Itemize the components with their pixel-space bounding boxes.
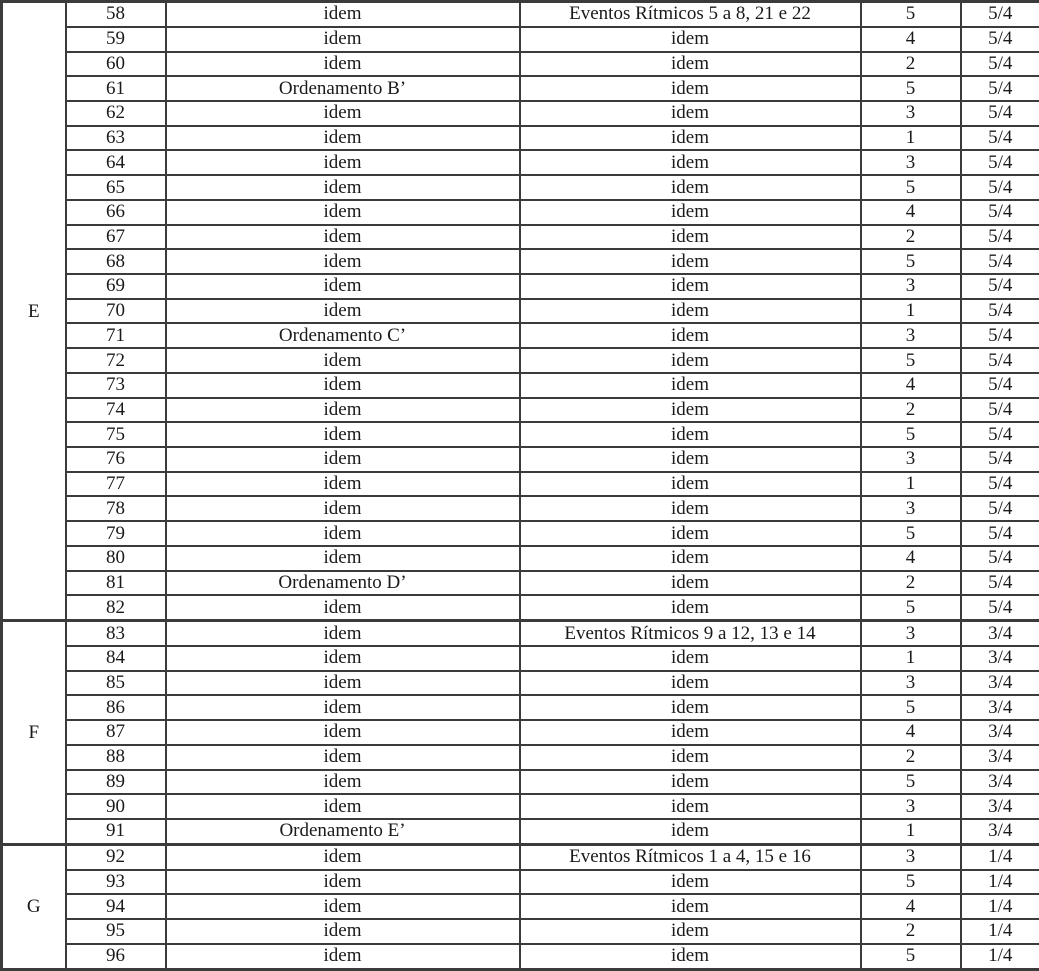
measure-number-cell: 92 [66,844,166,869]
value-cell: 2 [861,225,961,250]
meter-cell: 1/4 [961,894,1039,919]
ordering-cell: idem [166,472,520,497]
meter-cell: 5/4 [961,373,1039,398]
table-row [2,870,1039,895]
events-cell: idem [520,447,861,472]
meter-cell: 5/4 [961,274,1039,299]
ordering-cell: idem [166,894,520,919]
ordering-cell: idem [166,126,520,151]
meter-cell: 5/4 [961,150,1039,175]
analysis-table-body [2,2,1039,970]
measure-number-cell: 95 [66,919,166,944]
events-cell: idem [520,150,861,175]
events-cell: idem [520,919,861,944]
meter-cell: 5/4 [961,52,1039,77]
table-row [2,299,1039,324]
meter-cell: 5/4 [961,521,1039,546]
table-row [2,76,1039,101]
meter-cell: 5/4 [961,496,1039,521]
meter-cell: 5/4 [961,200,1039,225]
value-cell: 5 [861,2,961,27]
ordering-cell: idem [166,398,520,423]
value-cell: 5 [861,595,961,620]
value-cell: 4 [861,894,961,919]
measure-number-cell: 74 [66,398,166,423]
ordering-cell: idem [166,695,520,720]
meter-cell: 5/4 [961,422,1039,447]
meter-cell: 3/4 [961,794,1039,819]
ordering-cell: idem [166,150,520,175]
value-cell: 5 [861,870,961,895]
events-cell: idem [520,671,861,696]
ordering-cell: idem [166,646,520,671]
table-row [2,571,1039,596]
events-cell: idem [520,52,861,77]
table-row [2,348,1039,373]
table-row [2,695,1039,720]
ordering-cell: idem [166,496,520,521]
events-cell: idem [520,126,861,151]
events-cell: idem [520,76,861,101]
events-cell: idem [520,894,861,919]
ordering-cell: idem [166,521,520,546]
ordering-cell: Ordenamento C’ [166,323,520,348]
table-row [2,373,1039,398]
measure-number-cell: 77 [66,472,166,497]
ordering-cell: idem [166,794,520,819]
events-cell: idem [520,175,861,200]
section-label-cell: E [2,2,66,621]
value-cell: 5 [861,695,961,720]
table-row [2,944,1039,970]
ordering-cell: idem [166,373,520,398]
table-row [2,200,1039,225]
ordering-cell: idem [166,671,520,696]
events-cell: idem [520,274,861,299]
measure-number-cell: 81 [66,571,166,596]
value-cell: 1 [861,819,961,844]
table-row [2,894,1039,919]
value-cell: 2 [861,745,961,770]
meter-cell: 5/4 [961,2,1039,27]
ordering-cell: idem [166,175,520,200]
events-cell: idem [520,299,861,324]
meter-cell: 5/4 [961,546,1039,571]
table-row [2,422,1039,447]
value-cell: 3 [861,496,961,521]
events-cell: idem [520,646,861,671]
meter-cell: 5/4 [961,595,1039,620]
value-cell: 2 [861,52,961,77]
measure-number-cell: 59 [66,27,166,52]
table-row [2,671,1039,696]
measure-number-cell: 79 [66,521,166,546]
value-cell: 5 [861,348,961,373]
meter-cell: 3/4 [961,819,1039,844]
measure-number-cell: 73 [66,373,166,398]
events-cell: idem [520,521,861,546]
ordering-cell: idem [166,422,520,447]
value-cell: 3 [861,150,961,175]
events-cell: Eventos Rítmicos 5 a 8, 21 e 22 [520,2,861,27]
ordering-cell: idem [166,870,520,895]
meter-cell: 3/4 [961,646,1039,671]
measure-number-cell: 86 [66,695,166,720]
ordering-cell: idem [166,944,520,970]
table-row [2,472,1039,497]
events-cell: idem [520,101,861,126]
measure-number-cell: 96 [66,944,166,970]
value-cell: 2 [861,919,961,944]
meter-cell: 3/4 [961,695,1039,720]
events-cell: idem [520,794,861,819]
table-row [2,175,1039,200]
value-cell: 3 [861,323,961,348]
value-cell: 4 [861,546,961,571]
measure-number-cell: 66 [66,200,166,225]
table-row [2,770,1039,795]
measure-number-cell: 68 [66,249,166,274]
events-cell: idem [520,819,861,844]
events-cell: Eventos Rítmicos 1 a 4, 15 e 16 [520,844,861,869]
events-cell: idem [520,225,861,250]
value-cell: 1 [861,646,961,671]
ordering-cell: idem [166,249,520,274]
value-cell: 1 [861,126,961,151]
measure-number-cell: 63 [66,126,166,151]
measure-number-cell: 90 [66,794,166,819]
meter-cell: 5/4 [961,225,1039,250]
table-row [2,720,1039,745]
value-cell: 3 [861,274,961,299]
value-cell: 5 [861,76,961,101]
table-row [2,398,1039,423]
measure-number-cell: 70 [66,299,166,324]
measure-number-cell: 84 [66,646,166,671]
events-cell: idem [520,249,861,274]
section-label-cell: G [2,844,66,969]
meter-cell: 3/4 [961,770,1039,795]
table-row [2,646,1039,671]
events-cell: idem [520,770,861,795]
ordering-cell: idem [166,299,520,324]
ordering-cell: idem [166,274,520,299]
ordering-cell: idem [166,919,520,944]
table-row [2,126,1039,151]
events-cell: idem [520,422,861,447]
ordering-cell: idem [166,2,520,27]
meter-cell: 5/4 [961,249,1039,274]
ordering-cell: idem [166,52,520,77]
events-cell: idem [520,496,861,521]
measure-number-cell: 64 [66,150,166,175]
value-cell: 3 [861,101,961,126]
ordering-cell: idem [166,447,520,472]
meter-cell: 5/4 [961,447,1039,472]
ordering-cell: idem [166,225,520,250]
value-cell: 3 [861,671,961,696]
table-row [2,595,1039,620]
table-row [2,794,1039,819]
measure-number-cell: 76 [66,447,166,472]
events-cell: idem [520,571,861,596]
measure-number-cell: 75 [66,422,166,447]
events-cell: idem [520,373,861,398]
ordering-cell: idem [166,720,520,745]
value-cell: 4 [861,373,961,398]
ordering-cell: Ordenamento D’ [166,571,520,596]
value-cell: 4 [861,720,961,745]
table-row [2,274,1039,299]
value-cell: 3 [861,621,961,646]
value-cell: 4 [861,27,961,52]
value-cell: 1 [861,299,961,324]
measure-number-cell: 65 [66,175,166,200]
meter-cell: 3/4 [961,720,1039,745]
meter-cell: 5/4 [961,299,1039,324]
ordering-cell: Ordenamento E’ [166,819,520,844]
meter-cell: 3/4 [961,621,1039,646]
measure-number-cell: 85 [66,671,166,696]
value-cell: 5 [861,175,961,200]
measure-number-cell: 78 [66,496,166,521]
meter-cell: 5/4 [961,76,1039,101]
measure-number-cell: 88 [66,745,166,770]
ordering-cell: idem [166,348,520,373]
measure-number-cell: 62 [66,101,166,126]
table-row [2,919,1039,944]
meter-cell: 5/4 [961,101,1039,126]
measure-number-cell: 82 [66,595,166,620]
meter-cell: 1/4 [961,944,1039,970]
ordering-cell: Ordenamento B’ [166,76,520,101]
meter-cell: 5/4 [961,472,1039,497]
table-row [2,496,1039,521]
table-row [2,745,1039,770]
events-cell: idem [520,348,861,373]
table-row [2,225,1039,250]
ordering-cell: idem [166,200,520,225]
table-row [2,27,1039,52]
measure-number-cell: 80 [66,546,166,571]
value-cell: 4 [861,200,961,225]
meter-cell: 3/4 [961,745,1039,770]
table-row [2,323,1039,348]
table-row [2,2,1039,27]
measure-number-cell: 61 [66,76,166,101]
events-cell: Eventos Rítmicos 9 a 12, 13 e 14 [520,621,861,646]
meter-cell: 5/4 [961,398,1039,423]
ordering-cell: idem [166,844,520,869]
meter-cell: 5/4 [961,175,1039,200]
table-row [2,150,1039,175]
measure-number-cell: 69 [66,274,166,299]
events-cell: idem [520,472,861,497]
events-cell: idem [520,546,861,571]
ordering-cell: idem [166,745,520,770]
value-cell: 5 [861,944,961,970]
table-row [2,447,1039,472]
events-cell: idem [520,323,861,348]
events-cell: idem [520,720,861,745]
ordering-cell: idem [166,27,520,52]
measure-number-cell: 93 [66,870,166,895]
events-cell: idem [520,745,861,770]
events-cell: idem [520,200,861,225]
value-cell: 5 [861,422,961,447]
table-row [2,844,1039,869]
events-cell: idem [520,595,861,620]
events-cell: idem [520,944,861,970]
table-row [2,52,1039,77]
measure-number-cell: 94 [66,894,166,919]
meter-cell: 1/4 [961,844,1039,869]
meter-cell: 5/4 [961,348,1039,373]
meter-cell: 5/4 [961,323,1039,348]
table-row [2,819,1039,844]
meter-cell: 5/4 [961,571,1039,596]
table-row [2,101,1039,126]
events-cell: idem [520,27,861,52]
events-cell: idem [520,870,861,895]
measure-number-cell: 71 [66,323,166,348]
table-row [2,621,1039,646]
events-cell: idem [520,398,861,423]
measure-number-cell: 60 [66,52,166,77]
table-row [2,546,1039,571]
meter-cell: 1/4 [961,870,1039,895]
meter-cell: 1/4 [961,919,1039,944]
value-cell: 5 [861,770,961,795]
value-cell: 2 [861,398,961,423]
ordering-cell: idem [166,101,520,126]
meter-cell: 3/4 [961,671,1039,696]
ordering-cell: idem [166,621,520,646]
measure-number-cell: 72 [66,348,166,373]
measure-number-cell: 91 [66,819,166,844]
measure-number-cell: 83 [66,621,166,646]
value-cell: 5 [861,521,961,546]
value-cell: 3 [861,844,961,869]
measure-number-cell: 67 [66,225,166,250]
measure-number-cell: 58 [66,2,166,27]
meter-cell: 5/4 [961,27,1039,52]
ordering-cell: idem [166,546,520,571]
events-cell: idem [520,695,861,720]
value-cell: 2 [861,571,961,596]
value-cell: 1 [861,472,961,497]
table-row [2,521,1039,546]
ordering-cell: idem [166,595,520,620]
value-cell: 5 [861,249,961,274]
measure-number-cell: 87 [66,720,166,745]
table-row [2,249,1039,274]
ordering-cell: idem [166,770,520,795]
value-cell: 3 [861,794,961,819]
value-cell: 3 [861,447,961,472]
section-label-cell: F [2,621,66,845]
meter-cell: 5/4 [961,126,1039,151]
measure-number-cell: 89 [66,770,166,795]
